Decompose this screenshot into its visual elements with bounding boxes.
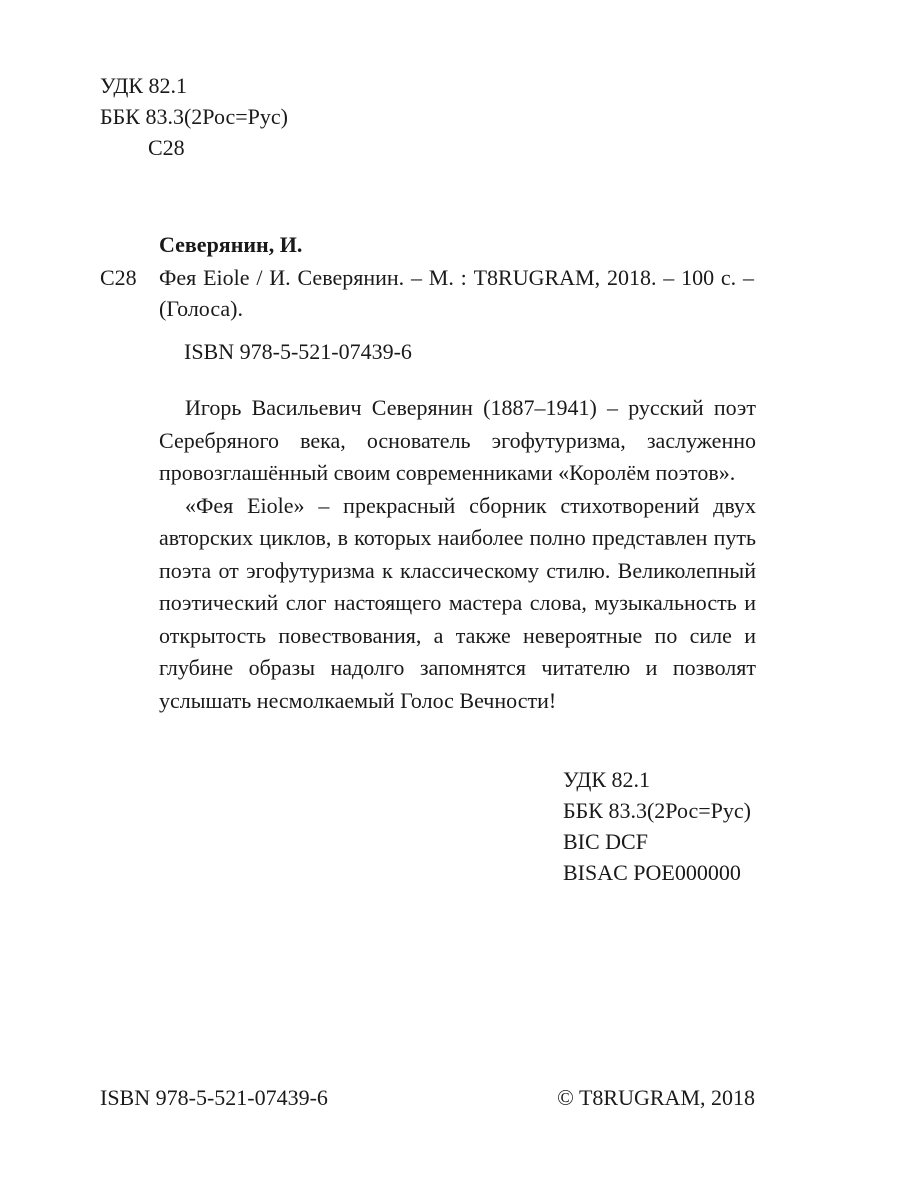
author-mark-record: С28 [100, 265, 137, 290]
bic-code: BIC DCF [563, 829, 648, 854]
author-name: Северянин, И. [159, 232, 303, 257]
footer-isbn: ISBN 978-5-521-07439-6 [100, 1085, 328, 1110]
author-mark: С28 [148, 135, 185, 160]
classification-codes [563, 764, 751, 888]
record-isbn: ISBN 978-5-521-07439-6 [184, 339, 412, 364]
annotation [159, 392, 756, 717]
bbk-code: ББК 83.3(2Рос=Рус) [100, 104, 288, 129]
annotation-paragraph: Игорь Васильевич Северянин (1887–1941) – русский поэт Серебряного века, основатель эгофутуризма, заслуженно провозглашённый своим современниками «Королём поэтов». [159, 395, 756, 485]
copyright: © T8RUGRAM, 2018 [557, 1085, 755, 1110]
bbk-code: ББК 83.3(2Рос=Рус) [563, 798, 751, 823]
header-codes [100, 70, 288, 163]
annotation-paragraph: «Фея Eiole» – прекрасный сборник стихотворений двух авторских циклов, в которых наиболее полно представлен путь поэта от эгофутуризма к классическому стилю. Великолепный поэтический слог настоящего мастера слова, музыкальность и открытость повествования, а также невероятные по силе и глубине образы надолго запомнятся читателю и позволят услышать несмолкаемый Голос Вечности! [159, 492, 756, 713]
udk-code: УДК 82.1 [563, 767, 651, 792]
bibliographic-description: Фея Eiole / И. Северянин. – М. : T8RUGRAM, 2018. – 100 с. – (Голоса). [159, 265, 754, 321]
bisac-code: BISAC POE000000 [563, 860, 741, 885]
udk-code: УДК 82.1 [100, 73, 188, 98]
